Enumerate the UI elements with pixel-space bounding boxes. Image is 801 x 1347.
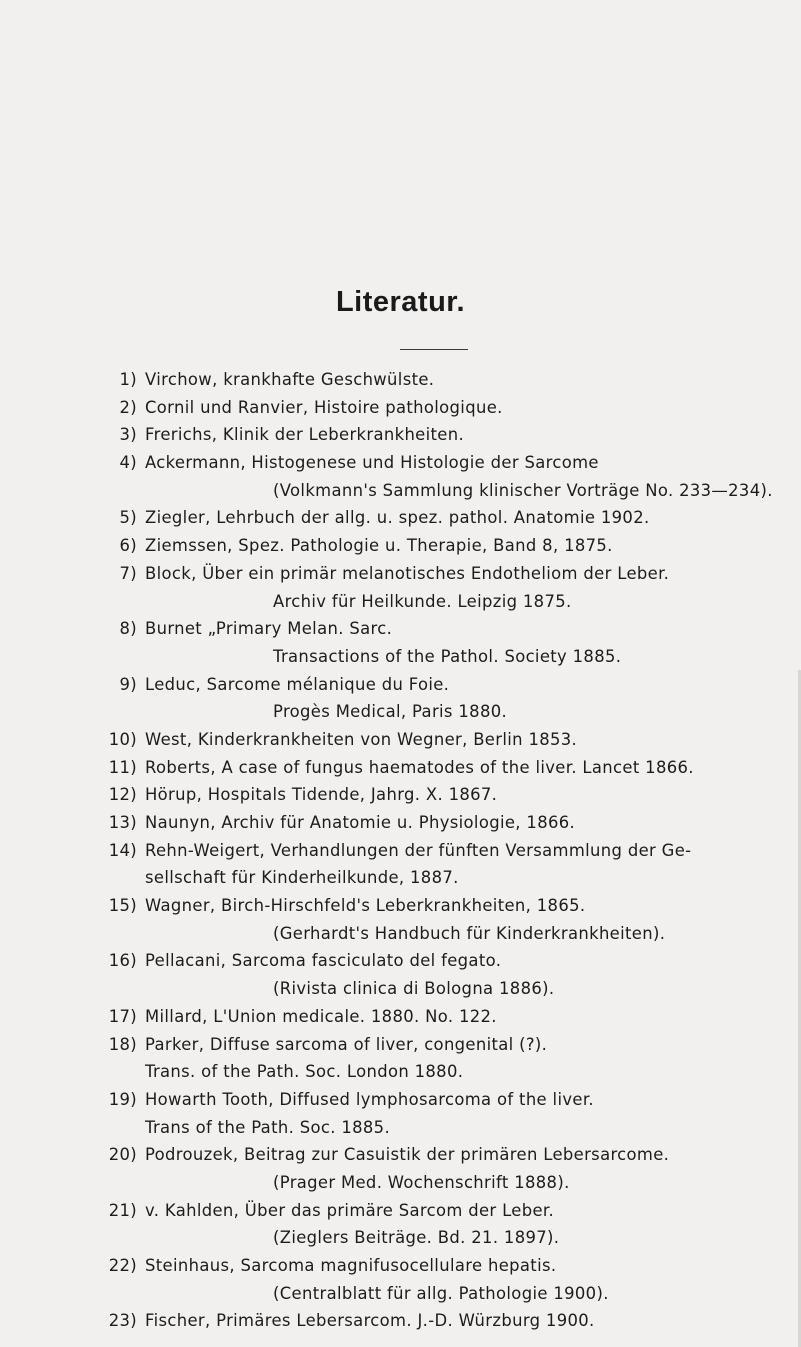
reference-continuation [0, 698, 801, 726]
reference-item [0, 1003, 801, 1031]
reference-number: 5) [119, 508, 137, 528]
reference-text: Transactions of the Pathol. Society 1885. [273, 646, 622, 666]
reference-number: 2) [119, 397, 137, 417]
reference-continuation [0, 1114, 801, 1142]
reference-item [0, 754, 801, 782]
reference-number: 3) [119, 425, 137, 445]
reference-item [0, 615, 801, 643]
reference-item [0, 532, 801, 560]
reference-item [0, 671, 801, 699]
reference-item [0, 1086, 801, 1114]
reference-number: 21) [108, 1200, 137, 1220]
reference-text: Rehn-Weigert, Verhandlungen der fünften Versammlung der Ge- [145, 840, 692, 860]
reference-item [0, 449, 801, 477]
reference-number: 9) [119, 674, 137, 694]
reference-item [0, 421, 801, 449]
reference-text: sellschaft für Kinderheilkunde, 1887. [145, 868, 459, 888]
reference-number: 7) [119, 563, 137, 583]
reference-number: 19) [108, 1089, 137, 1109]
reference-item [0, 394, 801, 422]
reference-text: West, Kinderkrankheiten von Wegner, Berlin 1853. [145, 729, 578, 749]
reference-number: 18) [108, 1034, 137, 1054]
reference-item [0, 809, 801, 837]
reference-text: Frerichs, Klinik der Leberkrankheiten. [145, 425, 465, 445]
reference-text: (Gerhardt's Handbuch für Kinderkrankheiten). [273, 923, 666, 943]
reference-number: 4) [119, 453, 137, 473]
reference-text: Hörup, Hospitals Tidende, Jahrg. X. 1867. [145, 785, 498, 805]
reference-text: (Rivista clinica di Bologna 1886). [273, 979, 555, 999]
reference-text: Naunyn, Archiv für Anatomie u. Physiologie, 1866. [145, 813, 576, 832]
reference-number: 16) [108, 951, 137, 971]
reference-number: 10) [108, 729, 137, 749]
reference-item [0, 1141, 801, 1169]
reference-number: 14) [108, 840, 137, 860]
reference-text: Archiv für Heilkunde. Leipzig 1875. [273, 591, 572, 611]
reference-item [0, 560, 801, 588]
reference-text: v. Kahlden, Über das primäre Sarcom der Leber. [145, 1200, 555, 1220]
reference-number: 12) [108, 785, 137, 805]
reference-text: Virchow, krankhafte Geschwülste. [145, 370, 435, 389]
reference-number: 20) [108, 1145, 137, 1165]
reference-continuation [0, 864, 801, 892]
reference-number: 11) [108, 757, 137, 777]
reference-item [0, 726, 801, 754]
reference-item [0, 1307, 801, 1335]
reference-text: Trans of the Path. Soc. 1885. [145, 1117, 391, 1137]
reference-item [0, 892, 801, 920]
reference-text: Roberts, A case of fungus haematodes of the liver. Lancet 1866. [145, 757, 694, 777]
reference-item [0, 504, 801, 532]
reference-number: 17) [108, 1006, 137, 1026]
reference-continuation [0, 1058, 801, 1086]
reference-text: Steinhaus, Sarcoma magnifusocellulare hepatis. [145, 1256, 557, 1275]
reference-text: Fischer, Primäres Lebersarcom. J.-D. Würzburg 1900. [145, 1311, 595, 1331]
reference-item [0, 1031, 801, 1059]
page-title: Literatur. [335, 286, 466, 318]
reference-text: Podrouzek, Beitrag zur Casuistik der primären Lebersarcome. [145, 1145, 670, 1165]
reference-continuation [0, 1224, 801, 1252]
reference-number: 1) [119, 370, 137, 389]
reference-number: 13) [108, 813, 137, 832]
reference-item [0, 1197, 801, 1225]
reference-number: 8) [119, 619, 137, 639]
reference-continuation [0, 1169, 801, 1197]
reference-text: Millard, L'Union medicale. 1880. No. 122. [145, 1006, 497, 1026]
reference-text: Howarth Tooth, Diffused lymphosarcoma of the liver. [145, 1089, 594, 1109]
reference-item [0, 947, 801, 975]
reference-text: Ziegler, Lehrbuch der allg. u. spez. pathol. Anatomie 1902. [145, 508, 650, 528]
reference-text: Ackermann, Histogenese und Histologie der Sarcome [145, 453, 599, 473]
reference-text: Block, Über ein primär melanotisches Endotheliom der Leber. [145, 563, 670, 583]
reference-text: Wagner, Birch-Hirschfeld's Leberkrankheiten, 1865. [145, 896, 586, 916]
reference-text: Progès Medical, Paris 1880. [273, 702, 508, 722]
reference-text: Leduc, Sarcome mélanique du Foie. [145, 674, 450, 694]
reference-item [0, 781, 801, 809]
reference-text: Pellacani, Sarcoma fasciculato del fegato. [145, 951, 502, 971]
reference-item [0, 1252, 801, 1280]
reference-number: 6) [119, 536, 137, 556]
reference-number: 15) [108, 896, 137, 916]
reference-text: (Centralblatt für allg. Pathologie 1900). [273, 1283, 609, 1303]
reference-continuation [0, 975, 801, 1003]
reference-text: Burnet „Primary Melan. Sarc. [145, 619, 393, 639]
reference-text: Cornil und Ranvier, Histoire pathologique. [145, 397, 503, 417]
reference-text: Parker, Diffuse sarcoma of liver, congenital (?). [145, 1034, 548, 1054]
reference-text: Ziemssen, Spez. Pathologie u. Therapie, Band 8, 1875. [145, 536, 613, 556]
reference-text: Trans. of the Path. Soc. London 1880. [145, 1062, 464, 1082]
reference-item [0, 837, 801, 865]
reference-text: (Zieglers Beiträge. Bd. 21. 1897). [273, 1228, 560, 1248]
reference-continuation [0, 643, 801, 671]
reference-number: 23) [108, 1311, 137, 1331]
reference-continuation [0, 588, 801, 616]
title-divider [400, 349, 468, 350]
reference-text: (Prager Med. Wochenschrift 1888). [273, 1172, 570, 1192]
reference-list [0, 366, 801, 1335]
reference-continuation [0, 920, 801, 948]
reference-continuation [0, 1280, 801, 1308]
reference-text: (Volkmann's Sammlung klinischer Vorträge No. 233—234). [273, 480, 773, 500]
reference-number: 22) [108, 1256, 137, 1275]
reference-continuation [0, 477, 801, 505]
reference-item [0, 366, 801, 394]
